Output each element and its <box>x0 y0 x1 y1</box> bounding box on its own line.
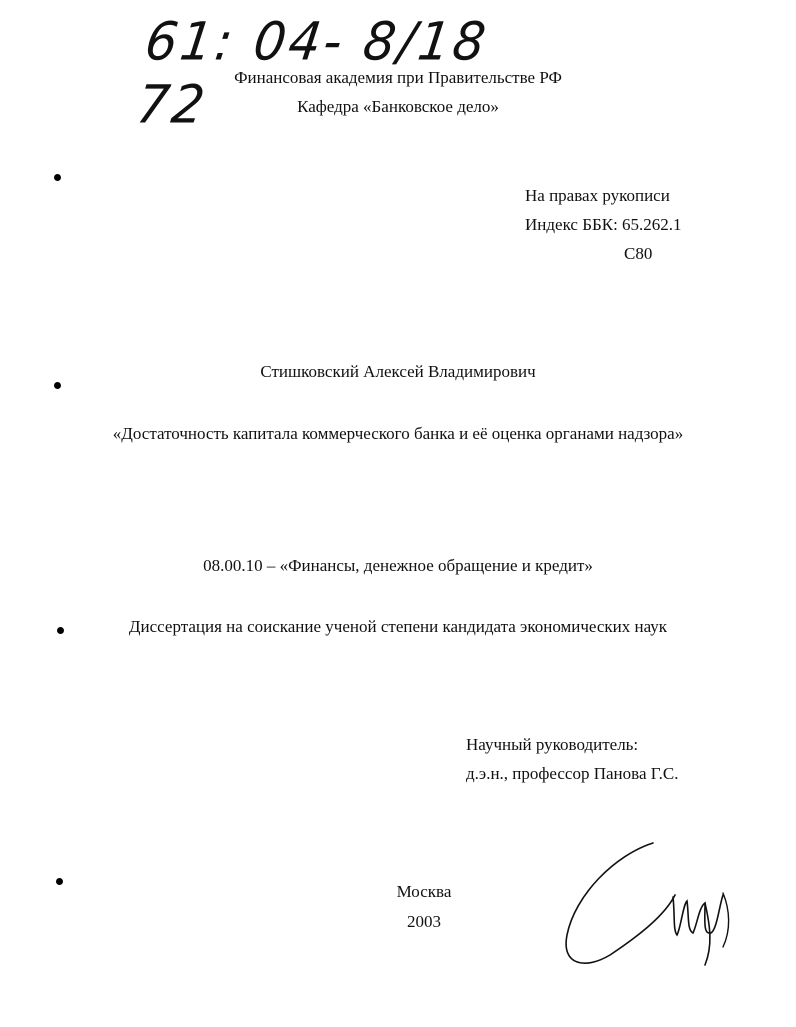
classification-code: С80 <box>624 244 653 263</box>
bbk-index: Индекс ББК: 65.262.1 <box>525 215 682 234</box>
city: Москва <box>396 882 452 901</box>
year: 2003 <box>407 912 441 931</box>
institution-name: Финансовая академия при Правительстве РФ <box>234 68 562 87</box>
degree-description: Диссертация на соискание ученой степени кандидата экономических наук <box>128 617 668 636</box>
manuscript-rights: На правах рукописи <box>525 186 670 205</box>
dissertation-title: «Достаточность капитала коммерческого банка и её оценка органами надзора» <box>112 424 684 443</box>
binding-hole-mark <box>57 627 64 634</box>
binding-hole-mark <box>54 382 61 389</box>
handwritten-archive-number: 61: 04- 8/18 72 <box>133 11 493 135</box>
supervisor-name: д.э.н., профессор Панова Г.С. <box>466 764 679 783</box>
handwritten-signature <box>555 835 745 975</box>
binding-hole-mark <box>54 174 61 181</box>
author-name: Стишковский Алексей Владимирович <box>260 362 536 381</box>
specialty-code: 08.00.10 – «Финансы, денежное обращение и кредит» <box>203 556 593 575</box>
department-name: Кафедра «Банковское дело» <box>297 97 499 116</box>
binding-hole-mark <box>56 878 63 885</box>
supervisor-label: Научный руководитель: <box>466 735 639 754</box>
